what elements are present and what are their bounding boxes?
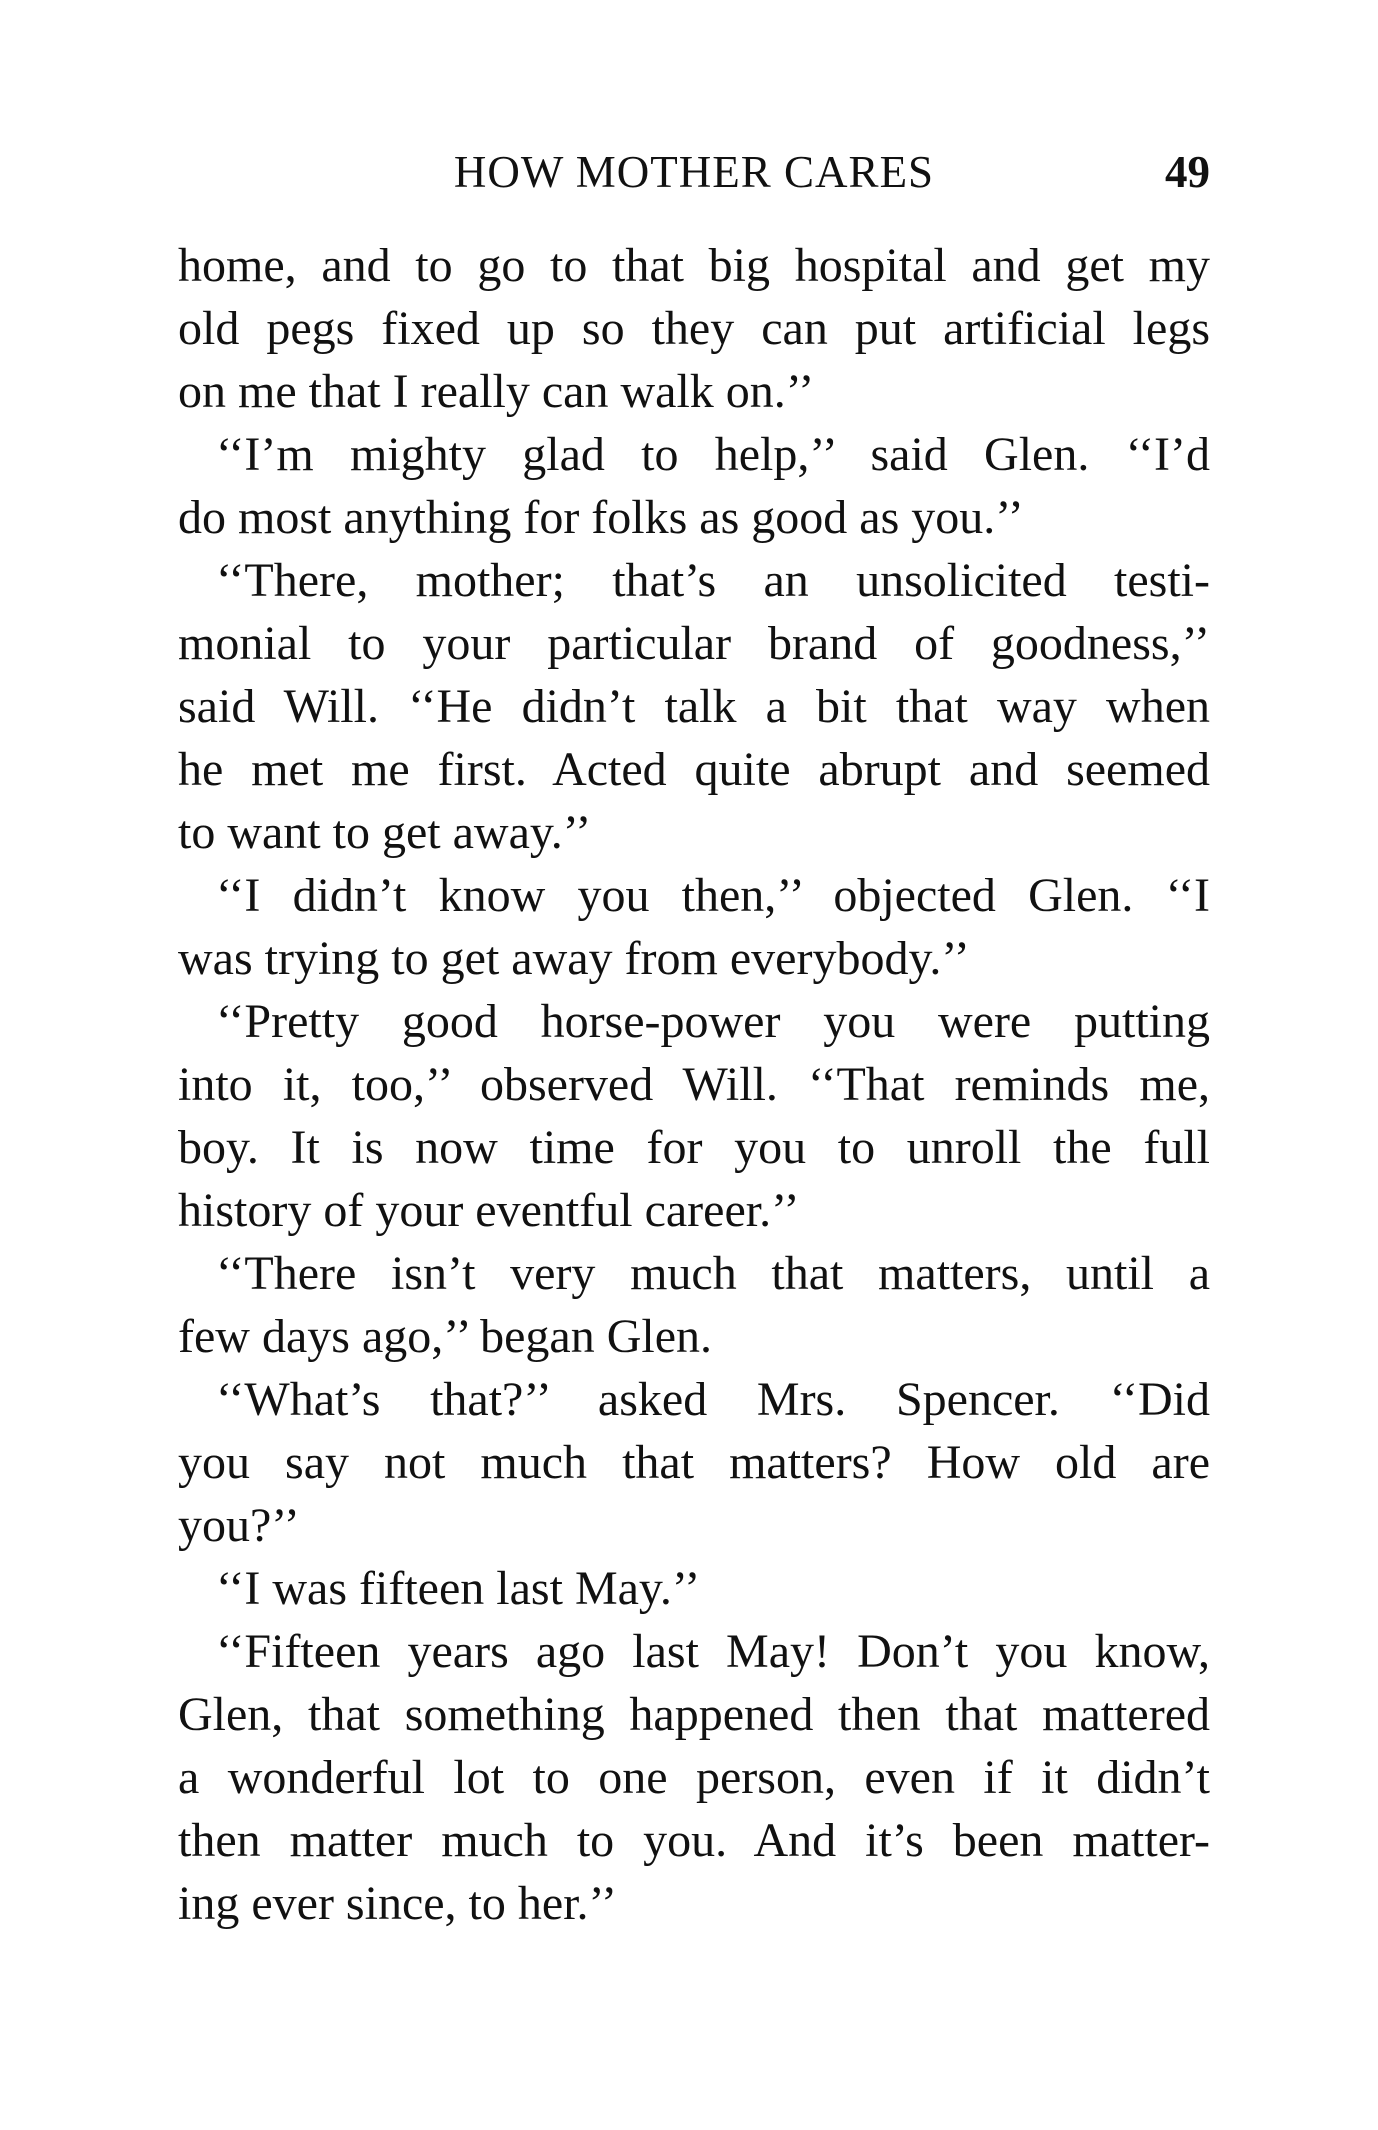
body-text	[178, 234, 1210, 1935]
text-line: home, and to go to that big hospital and get my	[178, 239, 1210, 292]
text-line: ‘‘There isn’t very much that matters, until a	[216, 1247, 1210, 1300]
text-line: boy. It is now time for you to unroll the full	[178, 1121, 1210, 1174]
text-line: Glen, that something happened then that mattered	[178, 1688, 1210, 1741]
text-line: ‘‘I’m mighty glad to help,’’ said Glen. ‘‘I’d	[216, 428, 1210, 481]
text-line: ‘‘There, mother; that’s an unsolicited testi-	[216, 554, 1210, 607]
text-line: ing ever since, to her.’’	[178, 1877, 617, 1930]
text-line: ‘‘I was fifteen last May.’’	[216, 1562, 701, 1615]
text-line: to want to get away.’’	[178, 806, 592, 859]
text-line: history of your eventful career.’’	[178, 1184, 800, 1237]
text-line: said Will. ‘‘He didn’t talk a bit that way when	[178, 680, 1210, 733]
running-head	[178, 142, 1210, 202]
running-title: HOW MOTHER CARES	[453, 147, 935, 197]
text-line: few days ago,’’ began Glen.	[178, 1310, 712, 1363]
text-line: then matter much to you. And it’s been matter-	[178, 1814, 1210, 1867]
text-line: old pegs fixed up so they can put artificial legs	[178, 302, 1210, 355]
text-line: you say not much that matters? How old are	[178, 1436, 1210, 1489]
text-line: ‘‘Pretty good horse-power you were putting	[216, 995, 1210, 1048]
text-line: ‘‘I didn’t know you then,’’ objected Glen. ‘‘I	[216, 869, 1210, 922]
text-line: you?’’	[178, 1499, 300, 1552]
text-line: a wonderful lot to one person, even if it didn’t	[178, 1751, 1210, 1804]
page-number: 49	[1165, 147, 1210, 197]
text-line: he met me first. Acted quite abrupt and seemed	[178, 743, 1210, 796]
text-line: ‘‘Fifteen years ago last May! Don’t you know,	[216, 1625, 1210, 1678]
text-line: ‘‘What’s that?’’ asked Mrs. Spencer. ‘‘Did	[216, 1373, 1210, 1426]
text-line: monial to your particular brand of goodness,’’	[178, 617, 1210, 670]
text-line: on me that I really can walk on.’’	[178, 365, 815, 418]
text-line: was trying to get away from everybody.’’	[178, 932, 970, 985]
text-line: do most anything for folks as good as you.’’	[178, 491, 1024, 544]
text-line: into it, too,’’ observed Will. ‘‘That reminds me,	[178, 1058, 1210, 1111]
